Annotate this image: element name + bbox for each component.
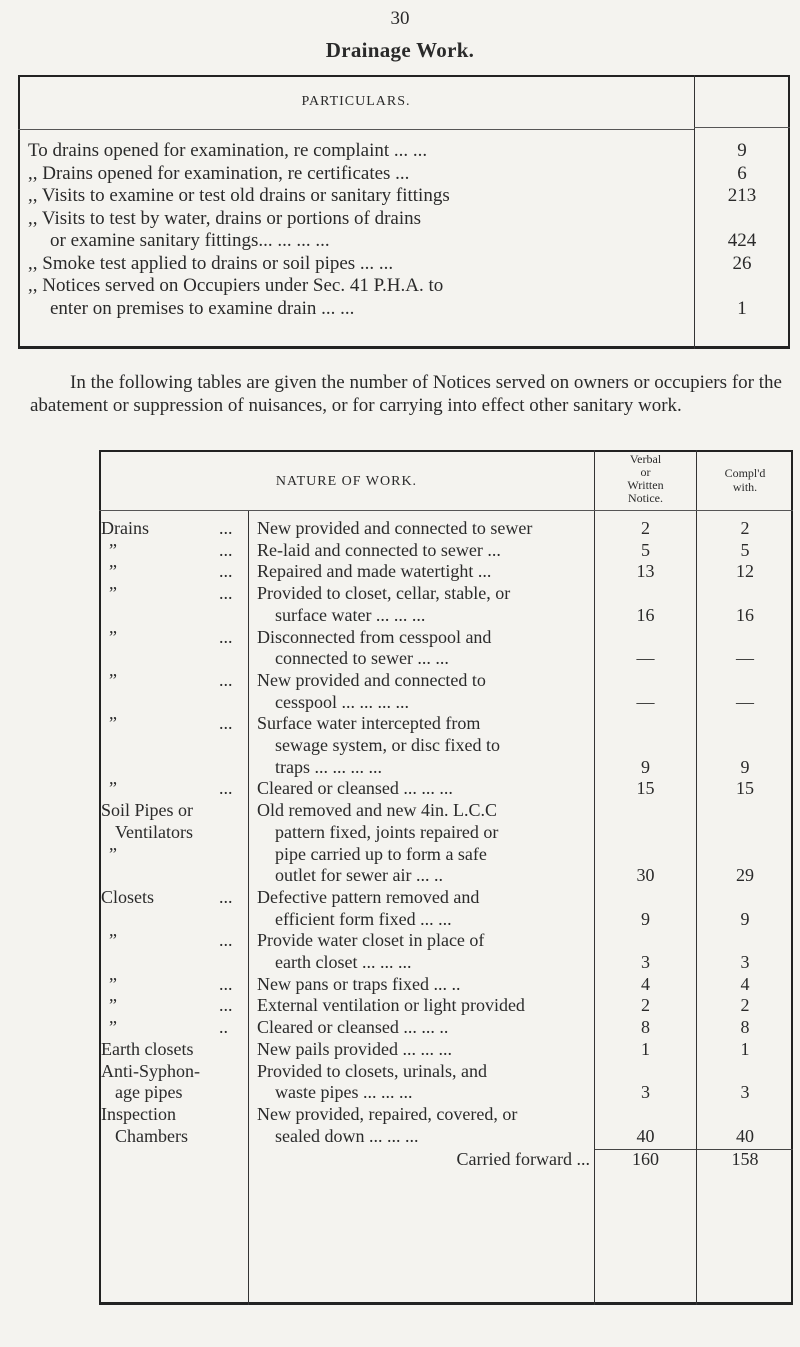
particulars-row bbox=[18, 140, 790, 163]
complied-count: 40 bbox=[736, 1125, 754, 1146]
carried-forward-row bbox=[99, 1149, 793, 1171]
work-category: ” ... bbox=[109, 778, 233, 799]
verbal-notice-count: 15 bbox=[636, 778, 655, 799]
work-category: Anti-Syphon- age pipes bbox=[101, 1060, 200, 1103]
verbal-notice-count: 30 bbox=[636, 865, 655, 886]
work-description: Provide water closet in place of earth closet ... ... ... bbox=[257, 930, 485, 973]
nature-of-work-table bbox=[99, 450, 793, 1305]
complied-count: 16 bbox=[736, 604, 754, 625]
work-description: Old removed and new 4in. L.C.C pattern fixed, joints repaired or pipe carried up to form a safe outlet for sewer air ... .. bbox=[257, 800, 499, 886]
particulars-count: 6 bbox=[737, 162, 747, 184]
work-category: ” ... bbox=[109, 539, 233, 560]
particulars-description: ,, Visits to examine or test old drains or sanitary fittings bbox=[28, 185, 450, 206]
complied-count: 2 bbox=[740, 518, 750, 538]
particulars-count: 1 bbox=[737, 297, 747, 319]
work-row bbox=[99, 627, 793, 670]
verbal-notice-count: 4 bbox=[641, 973, 650, 994]
work-row bbox=[99, 1039, 793, 1061]
verbal-notice-count: 2 bbox=[641, 995, 650, 1016]
complied-count: — bbox=[736, 691, 754, 712]
particulars-count: 26 bbox=[732, 252, 752, 274]
work-category: ” ... bbox=[109, 669, 233, 690]
carried-forward-complied: 158 bbox=[731, 1149, 759, 1170]
work-row bbox=[99, 583, 793, 626]
work-row bbox=[99, 1017, 793, 1039]
work-description: Surface water intercepted from sewage system, or disc fixed to traps ... ... ... ... bbox=[257, 713, 500, 777]
complied-header: Compl'd with. bbox=[724, 466, 766, 494]
complied-count: 15 bbox=[736, 778, 754, 799]
work-category: ” ... bbox=[109, 995, 233, 1016]
complied-count: — bbox=[736, 648, 754, 669]
work-description: New provided and connected to cesspool ... ... ... ... bbox=[257, 669, 486, 712]
work-description: Defective pattern removed and efficient form fixed ... ... bbox=[257, 886, 480, 929]
particulars-count: 9 bbox=[737, 140, 747, 161]
work-row bbox=[99, 1061, 793, 1104]
nature-rows bbox=[99, 518, 793, 1171]
work-description: Provided to closet, cellar, stable, or surface water ... ... ... bbox=[257, 583, 511, 625]
complied-count: 2 bbox=[740, 995, 750, 1016]
work-description: New provided and connected to sewer bbox=[257, 518, 533, 538]
work-category: Inspection Chambers bbox=[101, 1103, 188, 1146]
particulars-row bbox=[18, 163, 790, 186]
complied-count: 1 bbox=[740, 1038, 750, 1059]
particulars-row bbox=[18, 185, 790, 208]
work-description: New pails provided ... ... ... bbox=[257, 1038, 452, 1059]
complied-count: 8 bbox=[740, 1017, 750, 1038]
work-description: External ventilation or light provided bbox=[257, 995, 525, 1016]
work-row bbox=[99, 800, 793, 887]
carried-forward-verbal: 160 bbox=[632, 1149, 659, 1170]
verbal-notice-count: 40 bbox=[636, 1125, 655, 1146]
particulars-description: ,, Drains opened for examination, re certificates ... bbox=[28, 162, 410, 184]
verbal-notice-count: 3 bbox=[641, 952, 650, 973]
complied-count: 9 bbox=[740, 756, 750, 777]
complied-count: 9 bbox=[740, 908, 750, 929]
work-description: New provided, repaired, covered, or sealed down ... ... ... bbox=[257, 1103, 518, 1146]
work-category: ” ... bbox=[109, 713, 233, 734]
work-category: ” ... bbox=[109, 583, 233, 604]
complied-count: 4 bbox=[740, 973, 750, 994]
verbal-notice-count: 3 bbox=[641, 1082, 650, 1103]
work-description: Cleared or cleansed ... ... ... bbox=[257, 778, 453, 799]
work-category: ” ... bbox=[109, 930, 233, 951]
verbal-notice-count: — bbox=[636, 648, 655, 669]
work-category: Closets ... bbox=[101, 886, 233, 907]
work-row bbox=[99, 561, 793, 583]
work-row bbox=[99, 778, 793, 800]
complied-count: 3 bbox=[740, 952, 750, 973]
work-description: New pans or traps fixed ... .. bbox=[257, 973, 461, 994]
complied-count: 5 bbox=[740, 539, 750, 560]
particulars-description: ,, Visits to test by water, drains or portions of drains or examine sanitary fittings... ... ... ... bbox=[28, 207, 422, 251]
verbal-notice-header: Verbal or Written Notice. bbox=[627, 452, 664, 505]
work-category: ” ... bbox=[109, 561, 233, 582]
work-category: ” ... bbox=[109, 626, 233, 647]
particulars-count: 424 bbox=[727, 230, 757, 251]
page-number: 30 bbox=[390, 8, 410, 29]
work-row bbox=[99, 930, 793, 973]
particulars-table bbox=[18, 75, 790, 349]
verbal-notice-count: 1 bbox=[641, 1038, 650, 1059]
nature-header: NATURE OF WORK. bbox=[275, 474, 418, 489]
work-row bbox=[99, 540, 793, 562]
work-description: Disconnected from cesspool and connected to sewer ... ... bbox=[257, 626, 492, 669]
particulars-rows bbox=[18, 140, 790, 320]
work-row bbox=[99, 887, 793, 930]
particulars-header: PARTICULARS. bbox=[301, 94, 411, 109]
particulars-description: ,, Smoke test applied to drains or soil pipes ... ... bbox=[28, 252, 394, 274]
verbal-notice-count: 2 bbox=[641, 518, 650, 538]
work-category: ” .. bbox=[109, 1017, 228, 1038]
particulars-description: ,, Notices served on Occupiers under Sec. 41 P.H.A. to enter on premises to examine drain ... ... bbox=[28, 275, 444, 319]
work-row bbox=[99, 713, 793, 778]
verbal-notice-count: 5 bbox=[641, 539, 650, 560]
work-row bbox=[99, 995, 793, 1017]
carried-forward-label: Carried forward ... bbox=[456, 1149, 590, 1170]
work-description: Provided to closets, urinals, and waste pipes ... ... ... bbox=[257, 1060, 487, 1103]
verbal-notice-count: 13 bbox=[636, 561, 655, 582]
work-row bbox=[99, 1104, 793, 1147]
verbal-notice-count: 8 bbox=[641, 1017, 650, 1038]
work-category: Drains ... bbox=[101, 518, 233, 538]
work-description: Cleared or cleansed ... ... .. bbox=[257, 1017, 449, 1038]
work-row bbox=[99, 670, 793, 713]
page-title: Drainage Work. bbox=[325, 38, 475, 62]
work-category: ” ... bbox=[109, 973, 233, 994]
particulars-count: 213 bbox=[727, 185, 757, 206]
work-category: Earth closets bbox=[101, 1038, 194, 1059]
verbal-notice-count: 16 bbox=[636, 604, 655, 625]
verbal-notice-count: 9 bbox=[641, 908, 650, 929]
particulars-row bbox=[18, 208, 790, 253]
complied-count: 12 bbox=[736, 561, 754, 582]
work-row bbox=[99, 518, 793, 540]
work-description: Re-laid and connected to sewer ... bbox=[257, 539, 501, 560]
work-category: Soil Pipes or Ventilators ” bbox=[101, 800, 194, 864]
complied-count: 29 bbox=[736, 865, 754, 886]
verbal-notice-count: — bbox=[636, 691, 655, 712]
verbal-notice-count: 9 bbox=[641, 756, 650, 777]
work-row bbox=[99, 974, 793, 996]
particulars-description: To drains opened for examination, re complaint ... ... bbox=[28, 140, 428, 161]
particulars-row bbox=[18, 275, 790, 320]
complied-count: 3 bbox=[740, 1082, 750, 1103]
intro-paragraph: In the following tables are given the number of Notices served on owners or occupiers for the abatement or suppression of nuisances, or for carrying into effect other sanitary work. bbox=[30, 372, 782, 416]
work-description: Repaired and made watertight ... bbox=[257, 561, 492, 582]
particulars-row bbox=[18, 253, 790, 276]
